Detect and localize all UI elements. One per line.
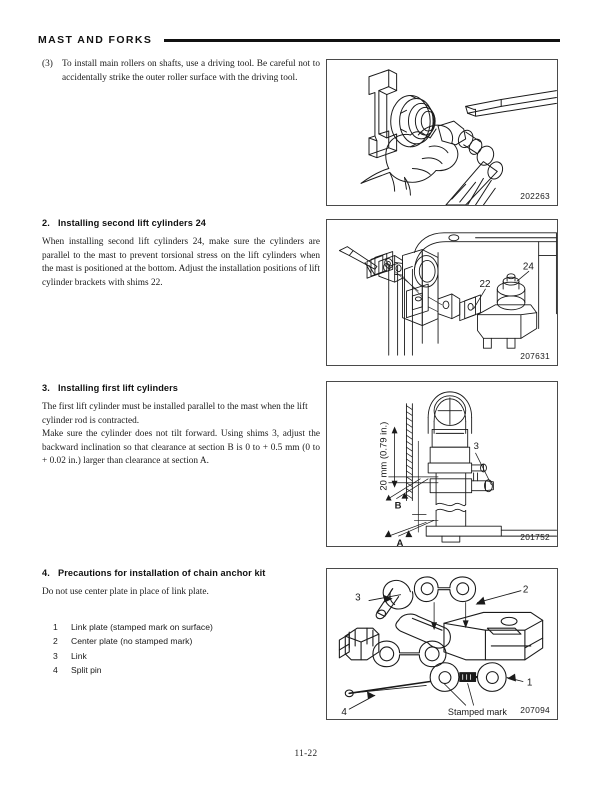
section-3-body-line2: Make sure the cylinder does not tilt forward. Using shims 3, adjust the backward inclination so that clearance at section B is 0 to + 0.5 mm (0 to + 0.02 in.) larger than clearance at section A. [42, 429, 320, 467]
figure-207094-stamped-mark-label: Stamped mark [447, 707, 507, 718]
figure-207094-id: 207094 [520, 705, 550, 715]
figure-207094-callout-1: 1 [526, 677, 533, 689]
list-item [53, 651, 320, 666]
figure-201752-dimension: 20 mm (0.79 in.) [378, 421, 390, 491]
figure-202263-drawing [327, 60, 557, 205]
figure-207631-drawing [327, 220, 557, 365]
chain-anchor-legend [53, 622, 320, 680]
figure-207094-callout-3: 3 [355, 592, 361, 604]
figure-201752-callout-b: B [394, 500, 402, 512]
section-3-heading-text: Installing first lift cylinders [58, 383, 179, 393]
section-4-heading [42, 568, 320, 578]
legend-index: 1 [53, 621, 58, 632]
figure-207631-callout-24: 24 [522, 261, 534, 273]
legend-label: Link [71, 650, 87, 661]
section-2-body: When installing second lift cylinders 24, make sure the cylinders are parallel to the mast to prevent torsional stress on the lift cylinders when the mast is positioned at the bottom. Adjust the installation positions of lift cylinder brackets with shims 22. [42, 237, 320, 288]
page-footer [0, 748, 612, 758]
step-3-paragraph [42, 58, 320, 85]
section-3-block [42, 383, 320, 469]
list-item [53, 636, 320, 651]
legend-index: 3 [53, 650, 58, 661]
page-header [38, 30, 560, 50]
figure-202263-id: 202263 [520, 191, 550, 201]
section-2-heading-text: Installing second lift cylinders 24 [58, 218, 206, 228]
section-3-body-line1: The first lift cylinder must be installed parallel to the mast when the lift cylinder rod is contracted. [42, 402, 308, 426]
section-4-heading-text: Precautions for installation of chain anchor kit [58, 568, 266, 578]
legend-label: Center plate (no stamped mark) [71, 636, 193, 647]
figure-207094-callout-4: 4 [341, 707, 347, 719]
step-3-text: To install main rollers on shafts, use a driving tool. Be careful not to accidentally strike the outer roller surface with the driving tool. [62, 59, 320, 83]
section-4-block [42, 568, 320, 680]
figure-201752-callout-3: 3 [473, 441, 479, 453]
figure-207631 [326, 219, 558, 366]
figure-202263 [326, 59, 558, 206]
section-4-body: Do not use center plate in place of link plate. [42, 587, 209, 597]
figure-201752-callout-a: A [396, 538, 404, 546]
figure-207094-drawing [327, 569, 557, 719]
legend-index: 2 [53, 636, 58, 647]
step-3-block [42, 58, 320, 85]
section-2-number: 2. [42, 218, 50, 228]
figure-207094 [326, 568, 558, 720]
legend-index: 4 [53, 665, 58, 676]
step-3-marker: (3) [42, 59, 53, 69]
figure-207631-id: 207631 [520, 351, 550, 361]
legend-label: Link plate (stamped mark on surface) [71, 621, 213, 632]
page-number: 11-22 [294, 748, 318, 758]
section-3-heading [42, 383, 320, 393]
section-2-block [42, 218, 320, 290]
figure-201752-drawing [327, 382, 557, 546]
figure-207631-callout-22: 22 [479, 279, 491, 291]
header-rule [164, 39, 560, 41]
page-title: MAST AND FORKS [38, 34, 153, 46]
section-4-number: 4. [42, 568, 50, 578]
figure-201752-id: 201752 [520, 532, 550, 542]
section-2-heading [42, 218, 320, 228]
figure-201752 [326, 381, 558, 547]
legend-label: Split pin [71, 665, 102, 676]
section-3-number: 3. [42, 383, 50, 393]
figure-207094-callout-2: 2 [522, 584, 529, 596]
list-item [53, 665, 320, 680]
list-item [53, 622, 320, 637]
